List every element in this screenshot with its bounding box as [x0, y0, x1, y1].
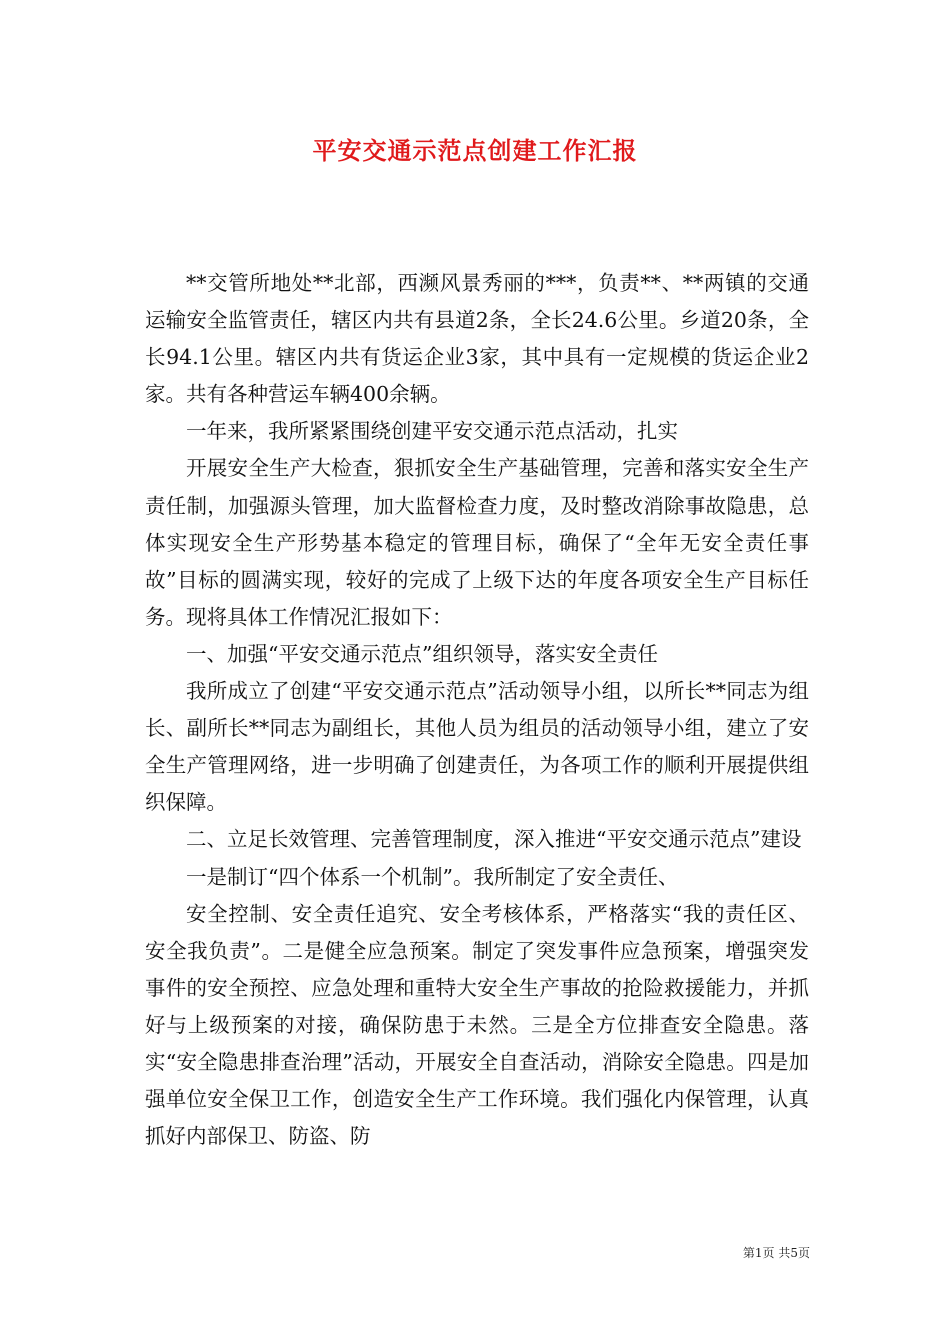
paragraph: 我所成立了创建“平安交通示范点”活动领导小组，以所长**同志为组长、副所长**同志为副组长，其他人员为组员的活动领导小组，建立了安全生产管理网络，进一步明确了创建责任，为各项工作的顺利开展提供组织保障。	[145, 679, 809, 815]
page-number-footer: 第1页 共5页	[742, 1246, 810, 1260]
paragraph: 一是制订“四个体系一个机制”。我所制定了安全责任、	[186, 864, 679, 889]
paragraph: **交管所地处**北部，西濒风景秀丽的***，负责**、**两镇的交通运输安全监管责任，辖区内共有县道2条，全长24.6公里。乡道20条，全长94.1公里。辖区内共有货运企业3家，其中具有一定规模的货运企业2家。共有各种营运车辆400余辆。	[145, 271, 809, 407]
document-body	[145, 265, 809, 1155]
section-heading: 一、加强“平安交通示范点”组织领导，落实安全责任	[186, 641, 658, 666]
paragraph: 安全控制、安全责任追究、安全考核体系，严格落实“我的责任区、安全我负责”。二是健全应急预案。制定了突发事件应急预案，增强突发事件的安全预控、应急处理和重特大安全生产事故的抢险救援能力，并抓好与上级预案的对接，确保防患于未然。三是全方位排查安全隐患。落实“安全隐患排查治理”活动，开展安全自查活动，消除安全隐患。四是加强单位安全保卫工作，创造安全生产工作环境。我们强化内保管理，认真抓好内部保卫、防盗、防	[145, 901, 809, 1149]
paragraph: 一年来，我所紧紧围绕创建平安交通示范点活动，扎实	[186, 419, 678, 444]
section-heading: 二、立足长效管理、完善管理制度，深入推进“平安交通示范点”建设	[186, 827, 802, 852]
document-title: 平安交通示范点创建工作汇报	[312, 136, 638, 165]
paragraph: 开展安全生产大检查，狠抓安全生产基础管理，完善和落实安全生产责任制，加强源头管理，加大监督检查力度，及时整改消除事故隐患，总体实现安全生产形势基本稳定的管理目标，确保了“全年无安全责任事故”目标的圆满实现，较好的完成了上级下达的年度各项安全生产目标任务。现将具体工作情况汇报如下：	[145, 456, 809, 629]
